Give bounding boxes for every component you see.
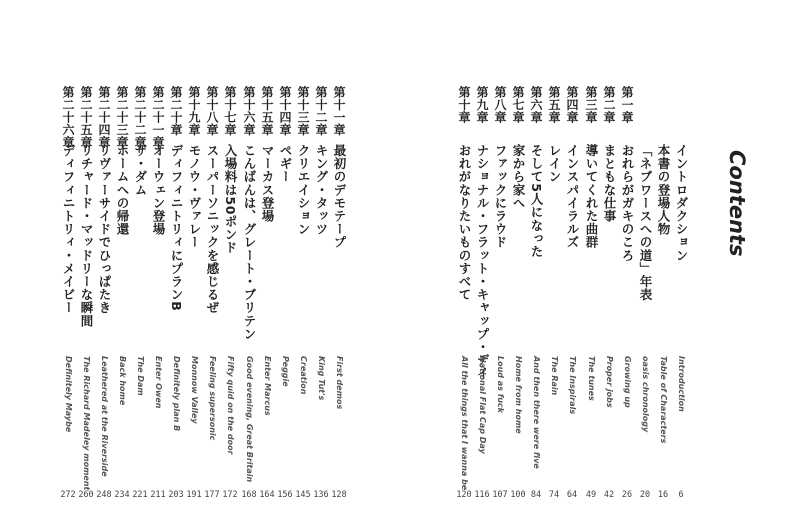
page-number: 26 xyxy=(621,490,633,500)
chapter-title-en: Leathered at the Riverside xyxy=(100,356,109,477)
chapter-label: 第二十四章 xyxy=(97,86,111,149)
chapter-label: 第十一章 xyxy=(332,86,346,136)
chapter-title-ja: ディフィニトリィにプランB xyxy=(169,144,184,312)
toc-entry[interactable] xyxy=(95,86,113,500)
chapter-label: 第三章 xyxy=(584,86,598,124)
toc-entry[interactable] xyxy=(113,86,131,500)
toc-entry[interactable] xyxy=(636,86,654,500)
toc-entry[interactable] xyxy=(240,86,258,500)
page-number: 172 xyxy=(222,490,238,500)
chapter-title-ja: そして5人になった xyxy=(529,144,544,259)
chapter-title-ja: リチャード・マッドリーな瞬間 xyxy=(79,144,94,328)
chapter-title-en: Good evening, Great Britain xyxy=(245,356,254,483)
toc-entry[interactable] xyxy=(203,86,221,500)
toc-entry[interactable] xyxy=(59,86,77,500)
chapter-title-en: The tunes xyxy=(587,356,596,401)
chapter-title-en: First demos xyxy=(335,356,344,410)
toc-entry[interactable] xyxy=(527,86,545,500)
toc-entry[interactable] xyxy=(77,86,95,500)
toc-entry[interactable] xyxy=(131,86,149,500)
chapter-title-ja: まともな仕事 xyxy=(602,144,617,223)
chapter-title-en: National Flat Cap Day xyxy=(478,356,487,454)
toc-entry[interactable] xyxy=(276,86,294,500)
chapter-title-ja: ディフィニトリィ・メイビー xyxy=(61,144,76,315)
page-number: 120 xyxy=(456,490,472,500)
page-number: 100 xyxy=(510,490,526,500)
chapter-title-en: Table of Characters xyxy=(659,356,668,444)
chapter-title-ja: スーパーソニックを感じるぜ xyxy=(205,144,220,315)
chapter-title-en: Growing up xyxy=(623,356,632,408)
page-number: 164 xyxy=(259,490,275,500)
page-number: 191 xyxy=(186,490,202,500)
chapter-title-en: All the things that I wanna be xyxy=(460,356,469,491)
contents-title: Contents xyxy=(725,150,749,257)
chapter-title-ja: 家から家へ xyxy=(511,144,526,210)
page-number: 248 xyxy=(96,490,112,500)
toc-entry[interactable] xyxy=(185,86,203,500)
chapter-label: 第十章 xyxy=(457,86,471,124)
page-number: 64 xyxy=(566,490,578,500)
chapter-label: 第七章 xyxy=(511,86,525,124)
chapter-label: 第十七章 xyxy=(223,86,237,136)
chapter-title-ja: こんばんは、グレート・ブリテン xyxy=(242,144,257,341)
page-number: 260 xyxy=(78,490,94,500)
chapter-title-en: King Tut's xyxy=(317,356,326,401)
toc-entry[interactable] xyxy=(473,86,491,500)
chapter-title-en: oasis chronology xyxy=(641,356,650,433)
toc-entry[interactable] xyxy=(654,86,672,500)
chapter-title-ja: マーカス登場 xyxy=(260,144,275,223)
chapter-title-ja: モノウ・ヴァレー xyxy=(187,144,202,249)
chapter-title-ja: ファックにラウド xyxy=(493,144,508,249)
chapter-title-en: Creation xyxy=(299,356,308,395)
chapter-label: 第十六章 xyxy=(242,86,256,136)
toc-entry[interactable] xyxy=(618,86,636,500)
page-number: 177 xyxy=(204,490,220,500)
chapter-label: 第二十六章 xyxy=(61,86,75,149)
chapter-title-en: Monnow Valley xyxy=(190,356,199,424)
chapter-label: 第二十章 xyxy=(169,86,183,136)
chapter-label: 第六章 xyxy=(529,86,543,124)
chapter-label: 第十二章 xyxy=(314,86,328,136)
chapter-title-ja: 最初のデモテープ xyxy=(332,144,347,249)
chapter-title-en: Enter Owen xyxy=(154,356,163,409)
page-number: 74 xyxy=(548,490,560,500)
page-number: 128 xyxy=(331,490,347,500)
chapter-title-ja: オーウェン登場 xyxy=(151,144,166,236)
toc-entry[interactable] xyxy=(312,86,330,500)
page-number: 42 xyxy=(603,490,615,500)
chapter-title-en: And then there were five xyxy=(532,356,541,469)
chapter-title-en: Home from home xyxy=(514,356,523,434)
toc-entry[interactable] xyxy=(455,86,473,500)
toc-entry[interactable] xyxy=(149,86,167,500)
toc-entry[interactable] xyxy=(545,86,563,500)
chapter-label: 第十五章 xyxy=(260,86,274,136)
chapter-label: 第五章 xyxy=(547,86,561,124)
chapter-title-ja: 導いてくれた曲群 xyxy=(584,144,599,249)
chapter-title-ja: インスパイラルズ xyxy=(565,144,580,249)
chapter-title-en: The Rain xyxy=(550,356,559,396)
page-number: 168 xyxy=(241,490,257,500)
toc-entry[interactable] xyxy=(582,86,600,500)
page-number: 221 xyxy=(132,490,148,500)
chapter-title-en: Enter Marcus xyxy=(263,356,272,416)
toc-entry[interactable] xyxy=(258,86,276,500)
chapter-title-ja: ペギー xyxy=(278,144,293,184)
chapter-label: 第一章 xyxy=(620,86,634,124)
toc-entry[interactable] xyxy=(563,86,581,500)
toc-entry[interactable] xyxy=(491,86,509,500)
chapter-title-en: Fifty quid on the door xyxy=(226,356,235,455)
chapter-label: 第二十五章 xyxy=(79,86,93,149)
toc-entry[interactable] xyxy=(509,86,527,500)
chapter-title-ja: ザ・ダム xyxy=(133,144,148,197)
page-number: 203 xyxy=(168,490,184,500)
chapter-title-ja: キング・タッツ xyxy=(314,144,329,236)
chapter-title-en: The Dam xyxy=(136,356,145,396)
page-number: 145 xyxy=(295,490,311,500)
chapter-title-en: Back home xyxy=(118,356,127,406)
page-number: 49 xyxy=(585,490,597,500)
chapter-label: 第十八章 xyxy=(205,86,219,136)
page-number: 272 xyxy=(60,490,76,500)
page-number: 107 xyxy=(492,490,508,500)
chapter-title-en: Loud as fuck xyxy=(496,356,505,413)
chapter-title-ja: 「ネブワースへの道」年表 xyxy=(638,144,653,302)
toc-entry[interactable] xyxy=(330,86,348,500)
chapter-label: 第十九章 xyxy=(187,86,201,136)
chapter-title-ja: 入場料は50ポンド xyxy=(223,144,238,255)
page-number: 116 xyxy=(474,490,490,500)
page-number: 211 xyxy=(150,490,166,500)
chapter-title-ja: おれがなりたいものすべて xyxy=(457,144,472,302)
page-number: 84 xyxy=(530,490,542,500)
chapter-title-ja: おれらがガキのころ xyxy=(620,144,635,262)
chapter-title-en: Definitely Maybe xyxy=(64,356,73,433)
chapter-title-en: The Inspirals xyxy=(568,356,577,415)
toc-entry[interactable] xyxy=(672,86,690,500)
page-number: 234 xyxy=(114,490,130,500)
toc-entry[interactable] xyxy=(221,86,239,500)
chapter-label: 第十四章 xyxy=(278,86,292,136)
page-number: 136 xyxy=(313,490,329,500)
chapter-label: 第二章 xyxy=(602,86,616,124)
chapter-title-ja: クリエイション xyxy=(296,144,311,236)
toc-entry[interactable] xyxy=(294,86,312,500)
chapter-title-ja: レイン xyxy=(547,144,562,184)
page-number: 20 xyxy=(639,490,651,500)
chapter-title-en: Feeling supersonic xyxy=(208,356,217,441)
page-number: 6 xyxy=(678,490,684,500)
chapter-title-en: Definitely plan B xyxy=(172,356,181,432)
chapter-title-ja: ナショナル・フラット・キャップ・デイ xyxy=(475,144,490,380)
toc-entry[interactable] xyxy=(600,86,618,500)
chapter-label: 第八章 xyxy=(493,86,507,124)
page-number: 16 xyxy=(657,490,669,500)
chapter-title-en: The Richard Madeley moment xyxy=(82,356,91,491)
chapter-title-ja: リヴァーサイドでひっぱたき xyxy=(97,144,112,315)
chapter-title-en: Proper jobs xyxy=(605,356,614,408)
chapter-title-en: Peggie xyxy=(281,356,290,387)
chapter-label: 第九章 xyxy=(475,86,489,124)
chapter-label: 第二十三章 xyxy=(115,86,129,149)
chapter-label: 第十三章 xyxy=(296,86,310,136)
chapter-label: 第二十二章 xyxy=(133,86,147,149)
page-number: 156 xyxy=(277,490,293,500)
chapter-title-ja: 本書の登場人物 xyxy=(656,144,671,236)
toc-entry[interactable] xyxy=(167,86,185,500)
chapter-title-en: Introduction xyxy=(677,356,686,412)
chapter-title-ja: イントロダクション xyxy=(674,144,689,262)
chapter-label: 第四章 xyxy=(565,86,579,124)
chapter-label: 第二十一章 xyxy=(151,86,165,149)
chapter-title-ja: ホームへの帰還 xyxy=(115,144,130,236)
